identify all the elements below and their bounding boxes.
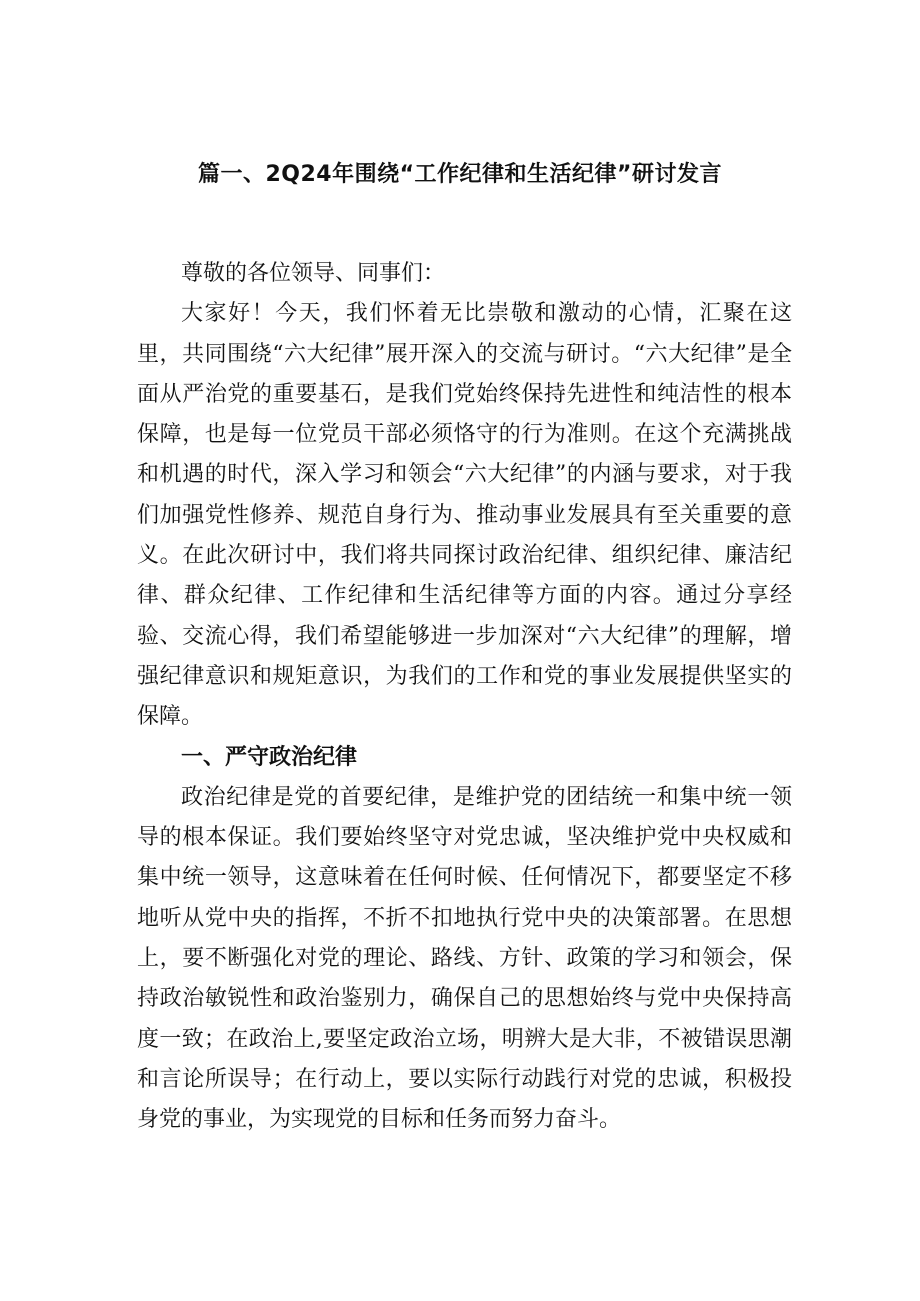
document-title: 篇一、2Q24年围绕“工作纪律和生活纪律”研讨发言 [197,162,723,187]
document-body [137,254,792,1141]
salutation: 尊敬的各位领导、同事们： [181,261,446,286]
intro-paragraph: 大家好！今天，我们怀着无比崇敬和激动的心情，汇聚在这里，共同围绕“六大纪律”展开深入的交流与研讨。“六大纪律”是全面从严治党的重要基石，是我们党始终保持先进性和纯洁性的根本保障，也是每一位党员干部必须恪守的行为准则。在这个充满挑战和机遇的时代，深入学习和领会“六大纪律”的内涵与要求，对于我们加强党性修养、规范自身行为、推动事业发展具有至关重要的意义。在此次研讨中，我们将共同探讨政治纪律、组织纪律、廉洁纪律、群众纪律、工作纪律和生活纪律等方面的内容。通过分享经验、交流心得，我们希望能够进一步加深对“六大纪律”的理解，增强纪律意识和规矩意识，为我们的工作和党的事业发展提供坚实的保障。 [137,301,792,730]
section-paragraph: 政治纪律是党的首要纪律，是维护党的团结统一和集中统一领导的根本保证。我们要始终坚守对党忠诚，坚决维护党中央权威和集中统一领导，这意味着在任何时候、任何情况下，都要坚定不移地听从党中央的指挥，不折不扣地执行党中央的决策部署。在思想上，要不断强化对党的理论、路线、方针、政策的学习和领会，保持政治敏锐性和政治鉴别力，确保自己的思想始终与党中央保持高度一致；在政治上,要坚定政治立场，明辨大是大非，不被错误思潮和言论所误导；在行动上，要以实际行动践行对党的忠诚，积极投身党的事业，为实现党的目标和任务而努力奋斗。 [137,784,792,1133]
section-heading: 一、严守政治纪律 [181,744,358,770]
